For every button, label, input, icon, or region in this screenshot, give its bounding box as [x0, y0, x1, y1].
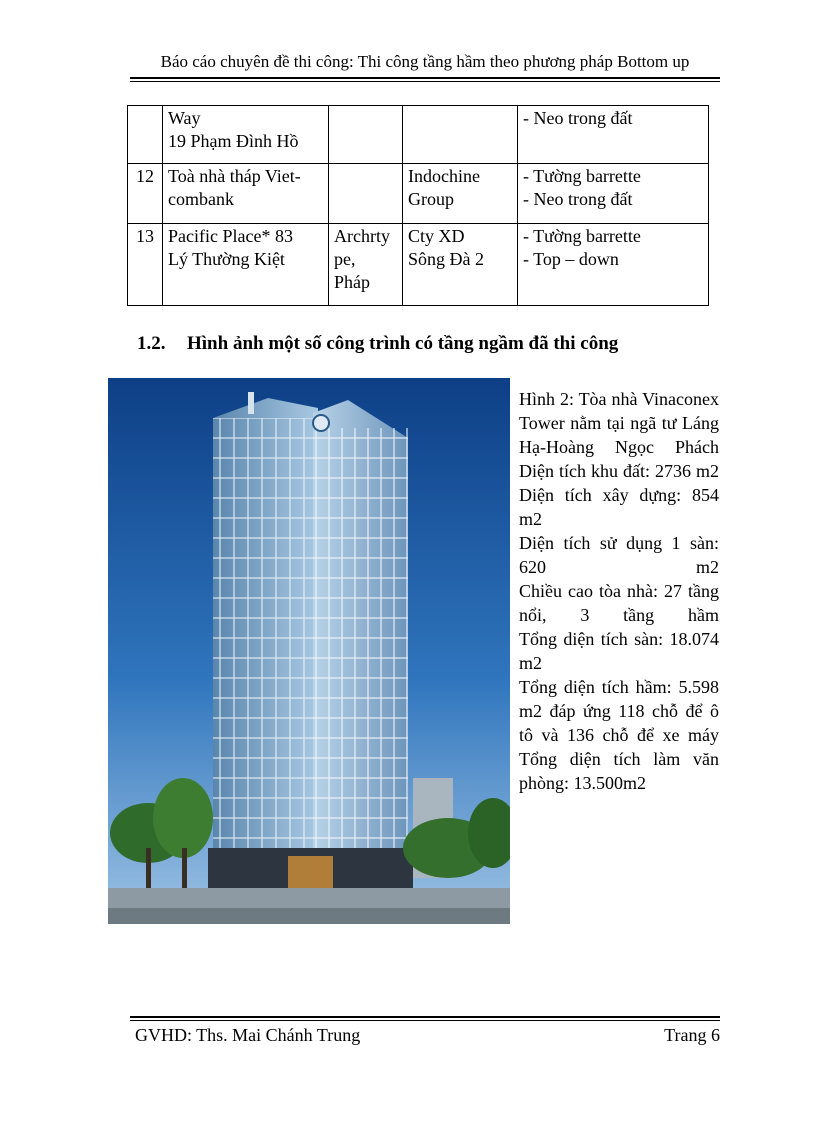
- cell-method-line: - Neo trong đất: [523, 189, 633, 209]
- basement-area: Tổng diện tích hầm: 5.598 m2 đáp ứng 118 chỗ để ô tô và 136 chỗ để xe máy: [519, 677, 719, 745]
- construction-area: Diện tích xây dựng: 854 m2: [519, 485, 719, 529]
- cell-designer: [329, 224, 403, 306]
- footer-rule: [130, 1016, 720, 1018]
- cell-project-name: [163, 164, 329, 224]
- section-title: Hình ảnh một số công trình có tầng ngầm đã thi công: [187, 333, 619, 354]
- cell-number: 12: [128, 164, 163, 224]
- cell-project-name-line: Toà nhà tháp Viet-: [168, 166, 301, 186]
- cell-contractor-line: Sông Đà 2: [408, 249, 484, 269]
- figure-description: [519, 387, 719, 795]
- cell-contractor-line: Group: [408, 189, 454, 209]
- cell-designer-line: pe,: [334, 249, 356, 269]
- cell-contractor: [403, 164, 518, 224]
- figure-caption: Hình 2: Tòa nhà Vinaconex Tower nằm tại ngã tư Láng Hạ-Hoàng Ngọc Phách: [519, 389, 719, 457]
- header-rule: [130, 77, 720, 79]
- footer-page-number: Trang 6: [664, 1025, 720, 1045]
- footer-rule-thin: [130, 1020, 720, 1021]
- office-area: Tổng diện tích làm văn phòng: 13.500m2: [519, 749, 719, 793]
- projects-table: [127, 105, 709, 306]
- section-number: 1.2.: [137, 333, 166, 354]
- cell-designer: [329, 164, 403, 224]
- table-row: [128, 224, 709, 306]
- cell-designer-line: Archrty: [334, 226, 390, 246]
- cell-project-name-line: combank: [168, 189, 234, 209]
- building-photo: [108, 378, 510, 924]
- cell-method-line: - Top – down: [523, 249, 619, 269]
- page-header: Báo cáo chuyên đề thi công: Thi công tầng hầm theo phương pháp Bottom up: [160, 52, 690, 71]
- cell-number: 13: [128, 224, 163, 306]
- cell-method-line: - Tường barrette: [523, 166, 641, 186]
- cell-project-name-line: 19 Phạm Đình Hồ: [168, 131, 299, 151]
- cell-designer-line: Pháp: [334, 272, 370, 292]
- floor-usable-area: Diện tích sử dụng 1 sàn: 620 m2: [519, 533, 719, 577]
- footer-advisor: GVHD: Ths. Mai Chánh Trung: [135, 1025, 361, 1045]
- cell-number: [128, 106, 163, 164]
- cell-project-name-line: Lý Thường Kiệt: [168, 249, 285, 269]
- vinaconex-tower-illustration: [108, 378, 510, 924]
- cell-contractor-line: Cty XD: [408, 226, 465, 246]
- cell-project-name-line: Pacific Place* 83: [168, 226, 293, 246]
- building-height: Chiều cao tòa nhà: 27 tầng nổi, 3 tầng hầm: [519, 581, 719, 625]
- cell-contractor: [403, 106, 518, 164]
- cell-method: [518, 106, 709, 164]
- table-row: [128, 164, 709, 224]
- total-floor-area: Tổng diện tích sàn: 18.074 m2: [519, 629, 719, 673]
- cell-method: [518, 164, 709, 224]
- cell-project-name: [163, 224, 329, 306]
- table-row: [128, 106, 709, 164]
- cell-project-name: [163, 106, 329, 164]
- section-heading: [137, 333, 618, 355]
- cell-contractor-line: Indochine: [408, 166, 480, 186]
- cell-method: [518, 224, 709, 306]
- cell-contractor: [403, 224, 518, 306]
- cell-project-name-line: Way: [168, 108, 201, 128]
- header-rule-thin: [130, 81, 720, 82]
- cell-method-line: - Tường barrette: [523, 226, 641, 246]
- cell-designer: [329, 106, 403, 164]
- cell-method-line: - Neo trong đất: [523, 108, 633, 128]
- land-area: Diện tích khu đất: 2736 m2: [519, 461, 719, 481]
